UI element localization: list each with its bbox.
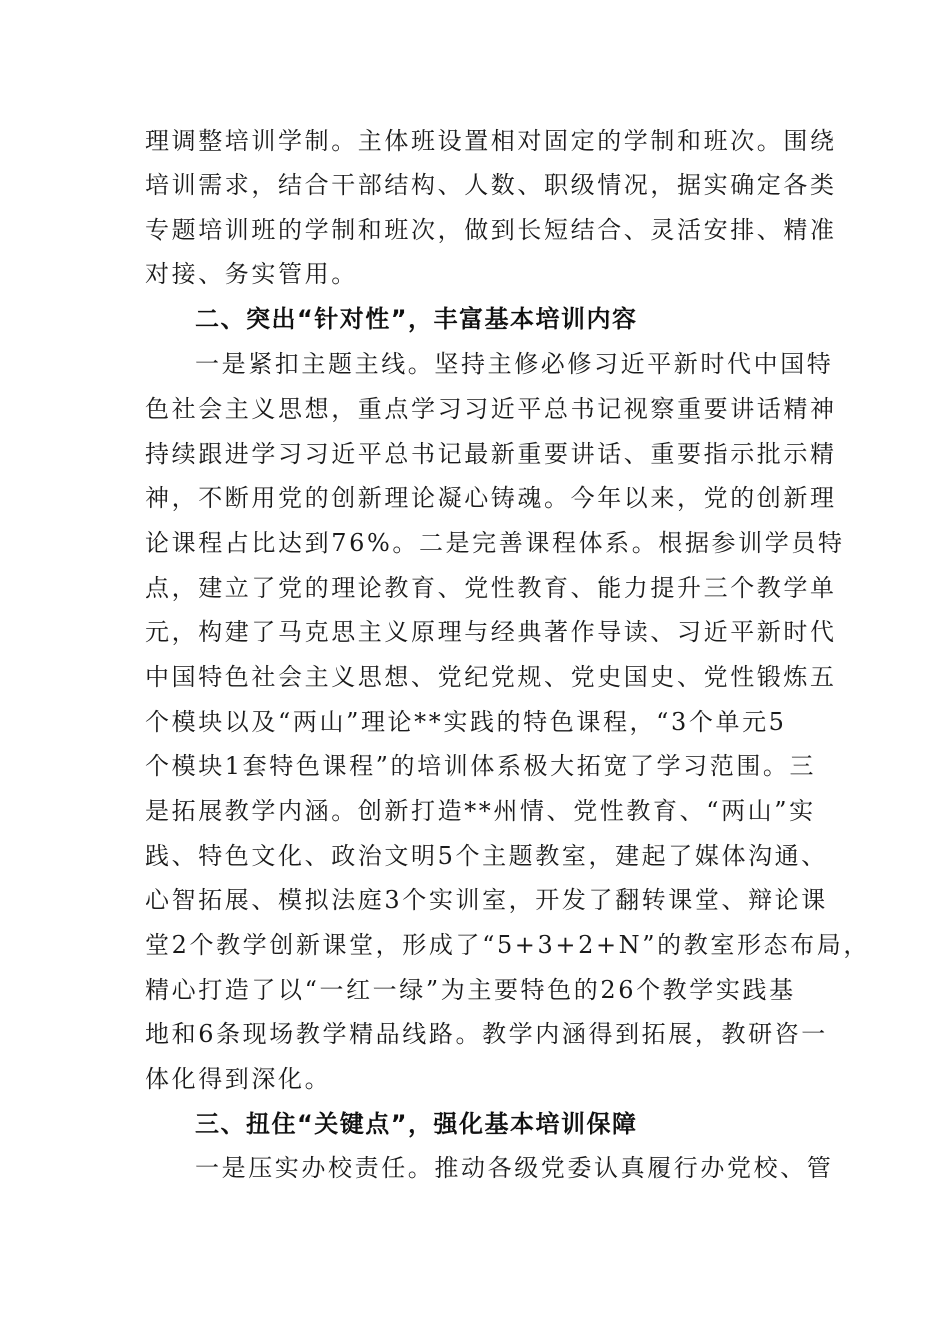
text-line: 元，构建了马克思主义原理与经典著作导读、习近平新时代 xyxy=(145,618,837,646)
text-line: 堂2个教学创新课堂，形成了“5+3+2+N”的教室形态布局， xyxy=(145,931,870,959)
text-line: 体化得到深化。 xyxy=(145,1065,332,1093)
section-heading-2: 二、突出“针对性”，丰富基本培训内容 xyxy=(195,305,638,333)
text-line: 论课程占比达到76%。二是完善课程体系。根据参训学员特 xyxy=(145,529,845,557)
text-line: 持续跟进学习习近平总书记最新重要讲话、重要指示批示精 xyxy=(145,440,837,468)
text-line: 践、特色文化、政治文明5个主题教室，建起了媒体沟通、 xyxy=(145,842,828,870)
text-line: 精心打造了以“一红一绿”为主要特色的26个教学实践基 xyxy=(145,976,796,1004)
text-line: 心智拓展、模拟法庭3个实训室，开发了翻转课堂、辩论课 xyxy=(145,886,828,914)
section-heading-3: 三、扭住“关键点”，强化基本培训保障 xyxy=(195,1110,638,1138)
text-line: 一是压实办校责任。推动各级党委认真履行办党校、管 xyxy=(195,1154,834,1182)
text-line: 色社会主义思想，重点学习习近平总书记视察重要讲话精神 xyxy=(145,395,837,423)
text-line: 对接、务实管用。 xyxy=(145,260,358,288)
text-line: 一是紧扣主题主线。坚持主修必修习近平新时代中国特 xyxy=(195,350,834,378)
text-line: 理调整培训学制。主体班设置相对固定的学制和班次。围绕 xyxy=(145,127,837,155)
text-line: 培训需求，结合干部结构、人数、职级情况，据实确定各类 xyxy=(145,171,837,199)
text-line: 神，不断用党的创新理论凝心铸魂。今年以来，党的创新理 xyxy=(145,484,837,512)
text-line: 个模块以及“两山”理论**实践的特色课程，“3个单元5 xyxy=(145,708,787,736)
text-line: 点，建立了党的理论教育、党性教育、能力提升三个教学单 xyxy=(145,574,837,602)
text-line: 地和6条现场教学精品线路。教学内涵得到拓展，教研咨一 xyxy=(145,1020,828,1048)
text-line: 是拓展教学内涵。创新打造**州情、党性教育、“两山”实 xyxy=(145,797,816,825)
text-line: 中国特色社会主义思想、党纪党规、党史国史、党性锻炼五 xyxy=(145,663,837,691)
text-line: 个模块1套特色课程”的培训体系极大拓宽了学习范围。三 xyxy=(145,752,817,780)
text-line: 专题培训班的学制和班次，做到长短结合、灵活安排、精准 xyxy=(145,216,837,244)
